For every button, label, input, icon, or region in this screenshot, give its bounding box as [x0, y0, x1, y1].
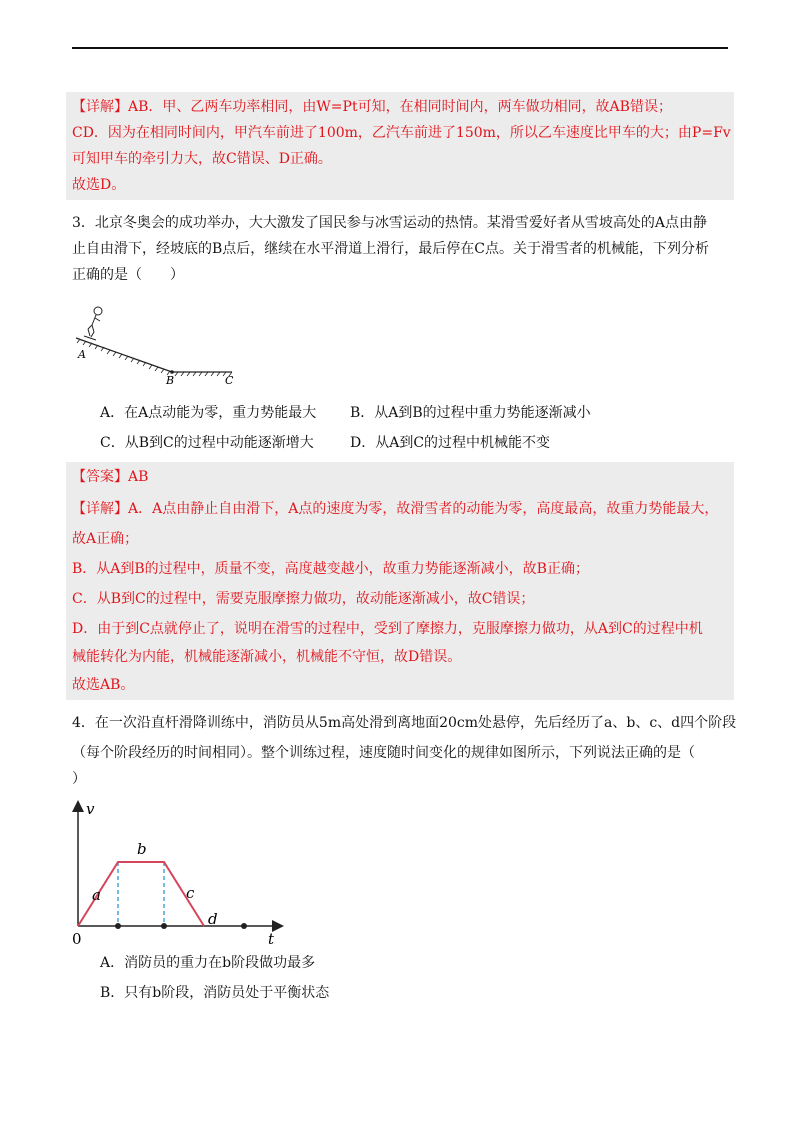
v-axis-label: v	[86, 800, 95, 818]
option-a: A．在A点动能为零，重力势能最大	[100, 405, 317, 421]
option-b: B．从A到B的过程中重力势能逐渐减小	[350, 405, 591, 421]
question-line: 正确的是（ ）	[72, 267, 184, 283]
question-4	[72, 710, 737, 1008]
label-b: B	[166, 374, 175, 387]
explanation-line: 【详解】A．A点由静止自由滑下，A点的速度为零，故滑雪者的动能为零，高度最高，故重力势能最大，	[72, 501, 719, 517]
explanation-line: B．从A到B的过程中，质量不变，高度越变越小，故重力势能逐渐减小，故B正确；	[72, 561, 589, 577]
explanation-line: 故A正确；	[72, 531, 139, 547]
options-row	[100, 428, 728, 458]
question-line: （每个阶段经历的时间相同）。整个训练过程，速度随时间变化的规律如图所示，下列说法正确的是（	[72, 745, 695, 761]
stage-b-label: b	[137, 840, 147, 858]
stage-a-label: a	[92, 886, 101, 904]
answer-block	[66, 462, 734, 700]
explanation-line: C．从B到C的过程中，需要克服摩擦力做功，故动能逐渐减小，故C错误；	[72, 591, 535, 607]
explanation-line: 可知甲车的牵引力大，故C错误、D正确。	[72, 151, 332, 167]
ground-hatching	[77, 339, 232, 376]
t-dot	[115, 923, 121, 929]
t-dot	[241, 923, 247, 929]
velocity-time-graph	[72, 798, 292, 948]
explanation-line: D．由于到C点就停止了，说明在滑雪的过程中，受到了摩擦力，克服摩擦力做功，从A到C的过程中机	[72, 621, 703, 637]
ski-slope-figure	[72, 292, 272, 387]
option-d: D．从A到C的过程中机械能不变	[350, 435, 551, 451]
stage-d-label: d	[208, 910, 218, 928]
explanation-line: CD．因为在相同时间内，甲汽车前进了100m，乙汽车前进了150m，所以乙车速度比甲车的大；由P=Fv	[72, 125, 731, 141]
question-line: 3．北京冬奥会的成功举办，大大激发了国民参与冰雪运动的热情。某滑雪爱好者从雪坡高处的A点由静	[72, 215, 708, 231]
skier-icon	[84, 307, 102, 340]
options-row	[100, 398, 728, 428]
question-line: ）	[72, 771, 86, 787]
prev-explanation-block	[66, 92, 734, 200]
stage-c-label: c	[186, 884, 195, 902]
explanation-line: 故选AB。	[72, 677, 135, 693]
t-dot	[161, 923, 167, 929]
option-b: B．只有b阶段，消防员处于平衡状态	[100, 985, 330, 1001]
explanation-line: 械能转化为内能，机械能逐渐减小，机械能不守恒，故D错误。	[72, 649, 462, 665]
option-a: A．消防员的重力在b阶段做功最多	[100, 955, 316, 971]
explanation-line: 【详解】AB．甲、乙两车功率相同，由W=Pt可知，在相同时间内，两车做功相同，故AB错误；	[72, 99, 672, 115]
question-3	[72, 210, 728, 700]
question-line: 4．在一次沿直杆滑降训练中，消防员从5m高处滑到离地面20cm处悬停，先后经历了a、b、c、d四个阶段	[72, 715, 737, 731]
label-a: A	[78, 348, 86, 361]
question-line: 止自由滑下，经坡底的B点后，继续在水平滑道上滑行，最后停在C点。关于滑雪者的机械能，下列分析	[72, 241, 709, 257]
label-c: C	[225, 374, 234, 387]
t-axis-label: t	[268, 930, 275, 948]
page-content	[72, 92, 737, 1008]
explanation-line: 故选D。	[72, 177, 126, 193]
answer-line: 【答案】AB	[72, 469, 149, 485]
header-rule	[72, 47, 728, 49]
origin-label: 0	[72, 930, 82, 948]
option-c: C．从B到C的过程中动能逐渐增大	[100, 435, 314, 451]
